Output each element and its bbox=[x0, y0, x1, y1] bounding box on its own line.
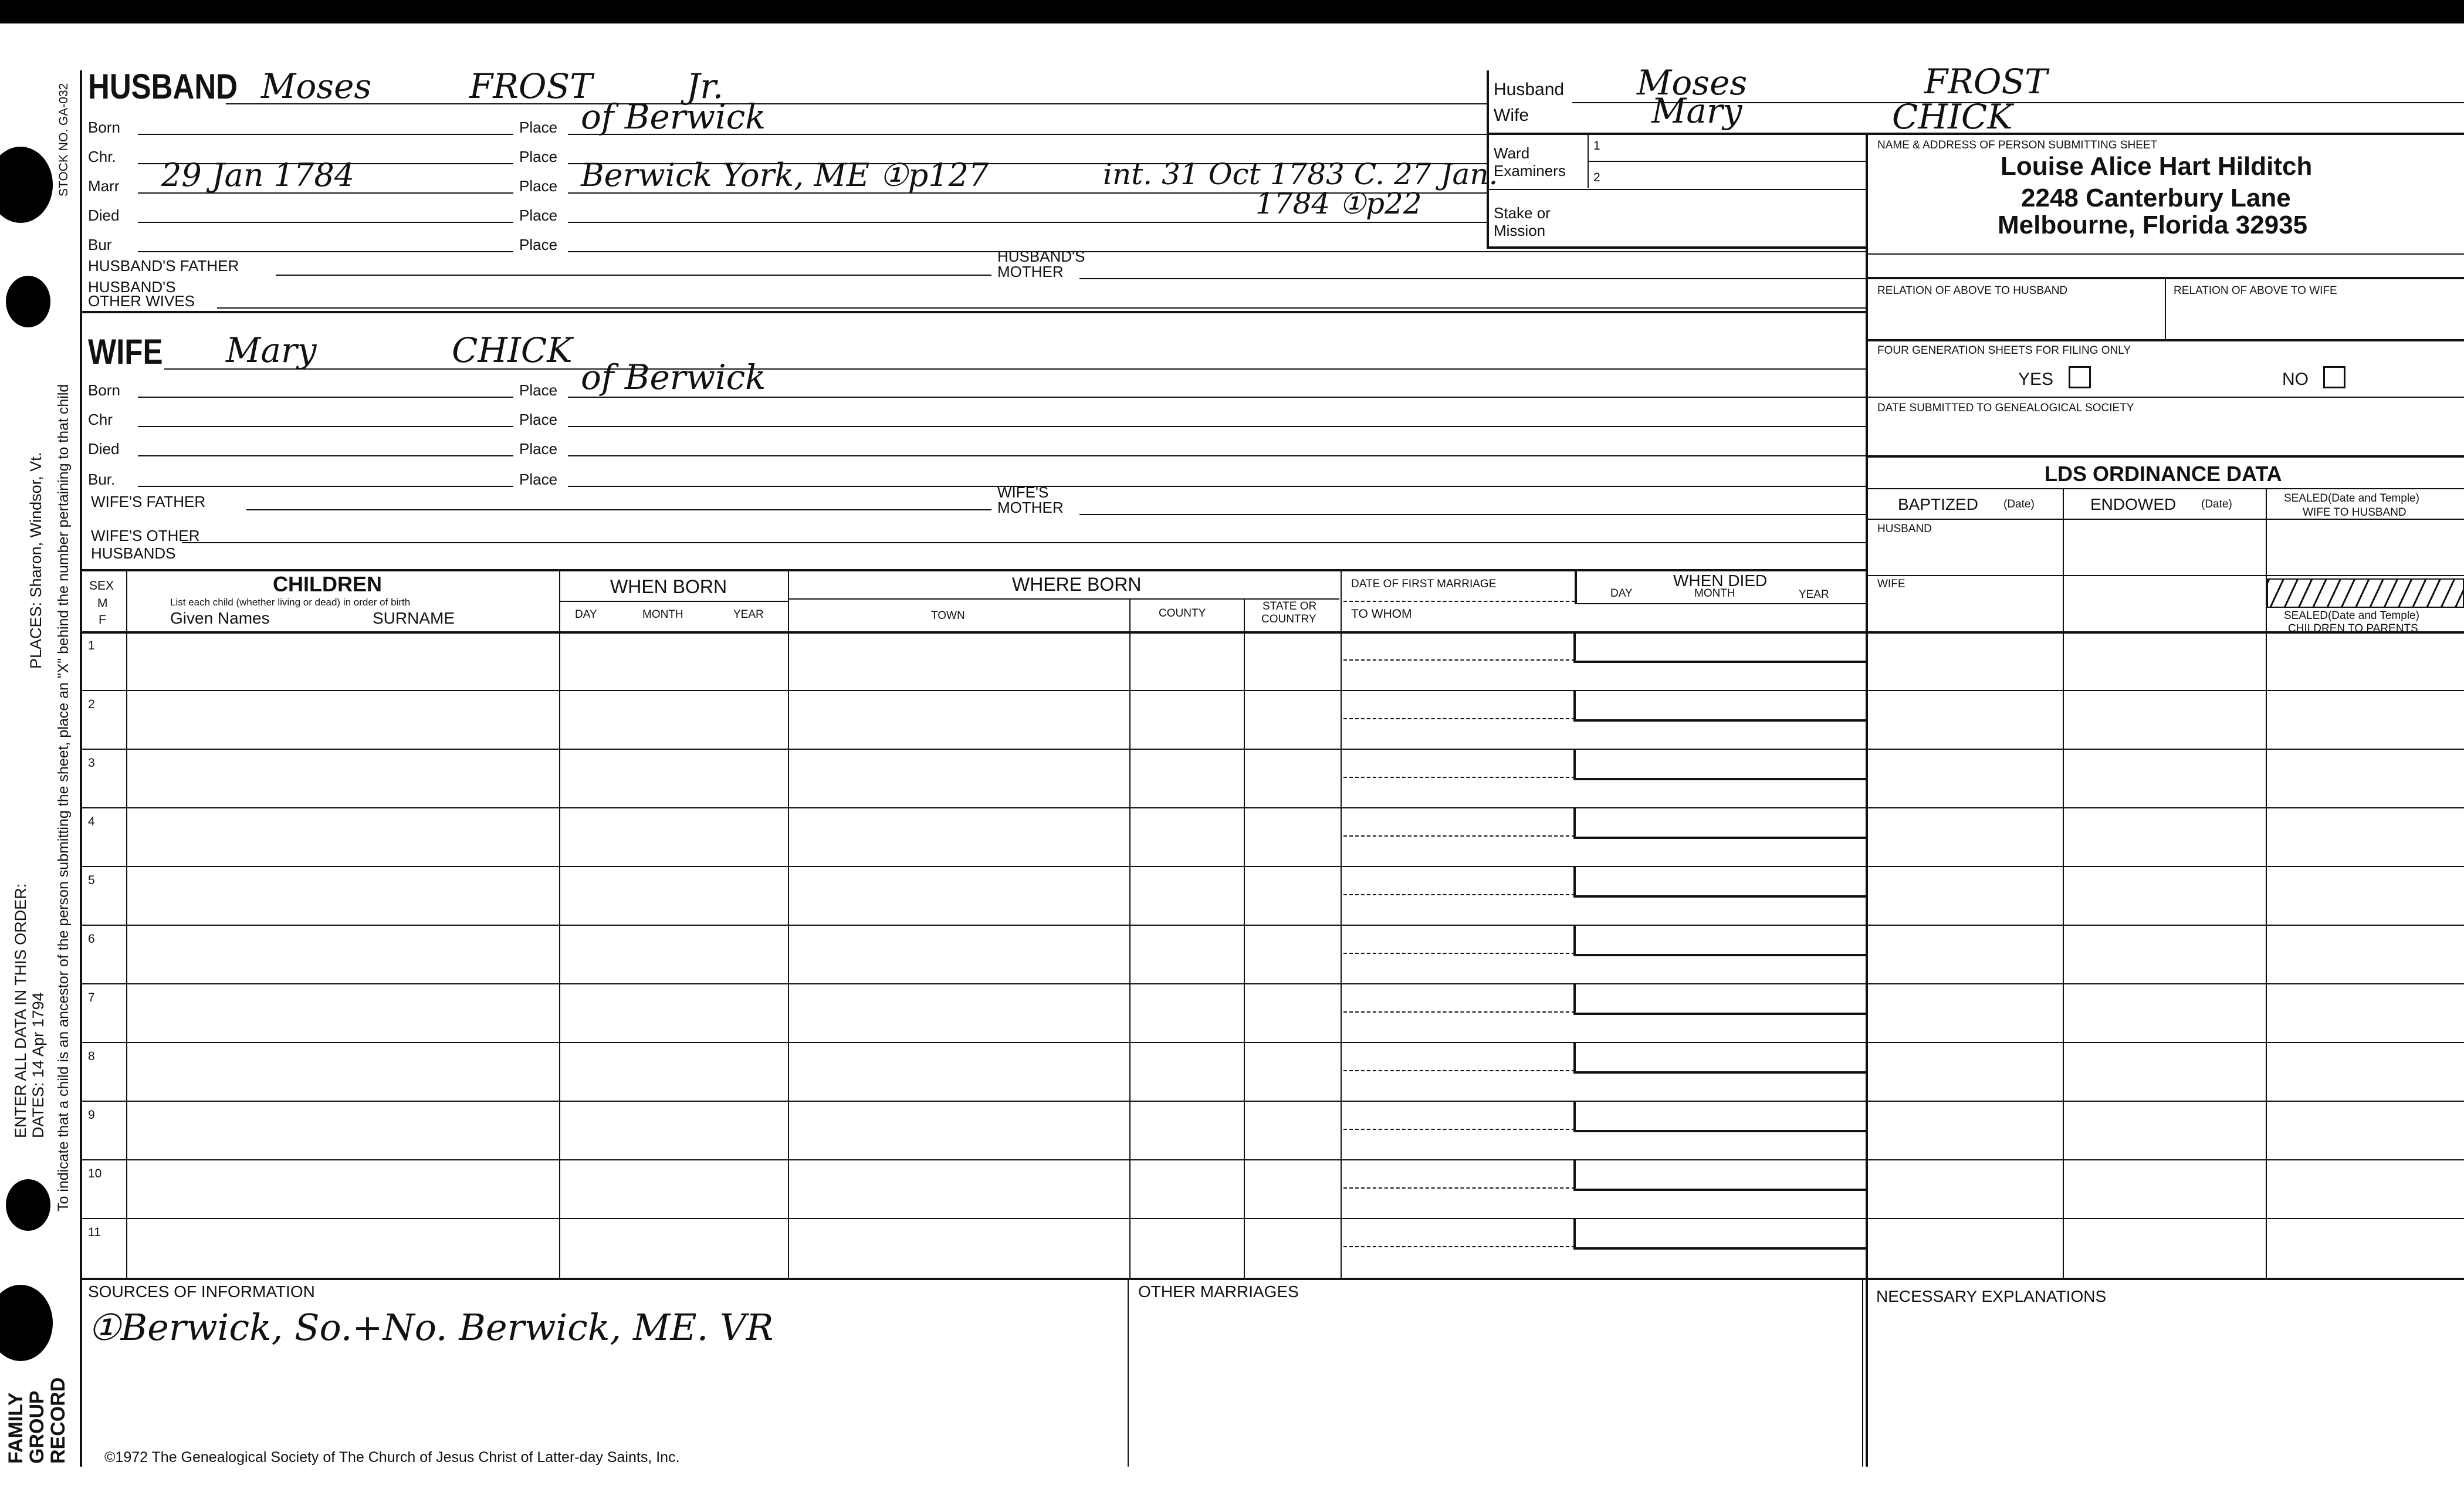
wife-given-name: Mary bbox=[226, 330, 317, 370]
husband-bur-label: Bur bbox=[88, 236, 112, 253]
baptized-date-tag: (Date) bbox=[2003, 498, 2035, 510]
stock-number: STOCK NO. GA-032 bbox=[57, 83, 70, 197]
dates-order-label: DATES: 14 Apr 1794 bbox=[29, 992, 47, 1138]
child-row-number: 4 bbox=[88, 815, 95, 828]
husband-bur-place-label: Place bbox=[519, 236, 558, 253]
child-marriage-dash bbox=[1343, 1246, 1575, 1247]
baptized-label: BAPTIZED bbox=[1898, 495, 1978, 513]
wife-surname: CHICK bbox=[452, 330, 573, 370]
state-label-1: STATE OR bbox=[1263, 600, 1317, 612]
marriage-intention-line-2: 1784 ①p22 bbox=[1255, 187, 1422, 221]
examiners-label: Examiners bbox=[1494, 162, 1566, 180]
punch-hole bbox=[0, 147, 53, 223]
when-born-label: WHEN BORN bbox=[610, 576, 727, 597]
form-title-group: GROUP bbox=[26, 1390, 48, 1464]
endowed-date-tag: (Date) bbox=[2201, 498, 2232, 510]
state-label-2: COUNTRY bbox=[1261, 613, 1316, 625]
child-died-box-bottom bbox=[1573, 778, 1866, 780]
to-whom-label: TO WHOM bbox=[1351, 607, 1412, 621]
submitter-name: Louise Alice Hart Hilditch bbox=[2001, 152, 2313, 181]
frame-left bbox=[80, 70, 82, 1467]
child-died-box-bottom bbox=[1573, 1013, 1866, 1015]
when-died-label: WHEN DIED bbox=[1673, 571, 1768, 590]
other-marriages-label: OTHER MARRIAGES bbox=[1138, 1282, 1299, 1301]
wife-died-place-line bbox=[568, 455, 1866, 456]
child-row-number: 7 bbox=[88, 991, 95, 1004]
sealed-children-label-1: SEALED(Date and Temple) bbox=[2284, 610, 2419, 622]
wifes-father-line bbox=[246, 509, 991, 510]
lds-ordinance-title: LDS ORDINANCE DATA bbox=[2045, 462, 2282, 486]
col-when-born bbox=[788, 569, 789, 1279]
child-died-box-bottom bbox=[1573, 954, 1866, 956]
ward-label: Ward bbox=[1494, 144, 1530, 162]
punch-hole bbox=[0, 1285, 53, 1361]
lds-husband-label: HUSBAND bbox=[1877, 523, 1932, 535]
husband-chr-label: Chr. bbox=[88, 148, 116, 165]
husband-section-bottom bbox=[80, 311, 1867, 313]
wife-born-label: Born bbox=[88, 381, 120, 399]
child-marriage-dash bbox=[1343, 953, 1575, 954]
child-row-number: 10 bbox=[88, 1167, 102, 1180]
date-submitted-label: DATE SUBMITTED TO GENEALOGICAL SOCIETY bbox=[1877, 402, 2134, 414]
sources-label: SOURCES OF INFORMATION bbox=[88, 1282, 315, 1301]
husbands-mother-line bbox=[1079, 278, 1866, 279]
husband-bur-place-line bbox=[568, 251, 1866, 252]
scan-top-border bbox=[0, 0, 2464, 23]
wife-born-place: of Berwick bbox=[581, 357, 766, 397]
child-marriage-dash bbox=[1343, 659, 1575, 661]
id-wife-given: Mary bbox=[1651, 91, 1742, 131]
children-title: CHILDREN bbox=[273, 572, 382, 596]
child-row-number: 9 bbox=[88, 1108, 95, 1122]
child-died-box-left bbox=[1573, 1219, 1576, 1248]
child-row-divider bbox=[80, 1218, 2464, 1219]
husband-born-place-label: Place bbox=[519, 119, 558, 136]
sealed-wife-label-2: WIFE TO HUSBAND bbox=[2303, 506, 2407, 519]
died-month-label: MONTH bbox=[1694, 587, 1735, 600]
husbands-father-line bbox=[276, 275, 991, 276]
wife-died-label: Died bbox=[88, 440, 120, 458]
child-row-divider bbox=[80, 1159, 2464, 1160]
endowed-label: ENDOWED bbox=[2090, 495, 2177, 513]
wifes-other-husbands-label-1: WIFE'S OTHER bbox=[91, 527, 200, 544]
when-died-box-left bbox=[1575, 569, 1577, 604]
died-year-label: YEAR bbox=[1799, 588, 1829, 601]
frame-middle-2 bbox=[1862, 1279, 1863, 1467]
wife-died-place-label: Place bbox=[519, 440, 558, 458]
stake-label: Stake or bbox=[1494, 204, 1551, 222]
child-died-box-left bbox=[1573, 867, 1576, 896]
child-died-box-left bbox=[1573, 926, 1576, 955]
marriage-intention: int. 31 Oct 1783 C. 27 Jan. bbox=[1103, 157, 1498, 191]
husbands-mother-label-2: MOTHER bbox=[997, 263, 1064, 280]
enter-data-order-label: ENTER ALL DATA IN THIS ORDER: bbox=[12, 883, 29, 1138]
wife-bur-place-line bbox=[568, 486, 1866, 487]
frame-middle bbox=[1866, 134, 1868, 1467]
child-row-divider bbox=[80, 1101, 2464, 1102]
husband-marr-place-label: Place bbox=[519, 177, 558, 195]
husband-died-label: Died bbox=[88, 207, 120, 224]
four-generation-bottom bbox=[1867, 397, 2464, 398]
husband-marr-label: Marr bbox=[88, 177, 120, 195]
child-died-box-bottom bbox=[1573, 1247, 1866, 1250]
copyright-notice: ©1972 The Genealogical Society of The Church of Jesus Christ of Latter-day Saints, Inc. bbox=[104, 1449, 680, 1465]
col-names bbox=[559, 569, 560, 1279]
child-died-box-left bbox=[1573, 1102, 1576, 1131]
lds-husband-bottom bbox=[1867, 575, 2464, 576]
relation-divider bbox=[2165, 278, 2166, 340]
husband-given-name: Moses bbox=[261, 66, 372, 106]
born-year-label: YEAR bbox=[733, 608, 764, 621]
id-wife-label: Wife bbox=[1494, 106, 1529, 125]
child-died-box-left bbox=[1573, 632, 1576, 662]
child-row-number: 5 bbox=[88, 874, 95, 887]
sex-m-label: M bbox=[97, 597, 108, 610]
born-day-label: DAY bbox=[575, 608, 597, 621]
relation-wife-label: RELATION OF ABOVE TO WIFE bbox=[2174, 285, 2337, 297]
child-row-number: 2 bbox=[88, 698, 95, 711]
marriage-date: 29 Jan 1784 bbox=[161, 157, 355, 194]
sealed-children-label-2: CHILDREN TO PARENTS bbox=[2288, 622, 2418, 635]
children-table-bottom bbox=[80, 1278, 2464, 1280]
husband-born-line bbox=[138, 134, 513, 135]
submitter-street: 2248 Canterbury Lane bbox=[2021, 184, 2291, 212]
wife-bur-place-label: Place bbox=[519, 471, 558, 488]
submitter-line bbox=[1867, 253, 2464, 255]
child-row-number: 8 bbox=[88, 1050, 95, 1063]
child-marriage-dash bbox=[1343, 1070, 1575, 1071]
date-submitted-bottom bbox=[1867, 455, 2464, 458]
wifes-mother-label-2: MOTHER bbox=[997, 499, 1064, 516]
given-names-label: Given Names bbox=[170, 609, 270, 627]
child-row-number: 11 bbox=[88, 1226, 101, 1239]
husbands-other-wives-label-2: OTHER WIVES bbox=[88, 292, 195, 310]
col-sex bbox=[126, 569, 127, 1279]
wifes-mother-line bbox=[1079, 514, 1866, 515]
wife-chr-place-line bbox=[568, 426, 1866, 427]
child-row-divider bbox=[80, 925, 2464, 926]
lds-wife-label: WIFE bbox=[1877, 578, 1905, 590]
wife-bur-line bbox=[138, 486, 513, 487]
child-row-divider bbox=[80, 1042, 2464, 1043]
children-header-bottom bbox=[80, 631, 2464, 634]
husband-surname: FROST bbox=[469, 66, 593, 106]
husband-died-line bbox=[138, 222, 513, 223]
child-died-box-bottom bbox=[1573, 1189, 1866, 1191]
wife-died-line bbox=[138, 455, 513, 456]
bottom-divider bbox=[1128, 1279, 1129, 1467]
child-marriage-dash bbox=[1343, 835, 1575, 837]
wife-bur-label: Bur. bbox=[88, 471, 116, 488]
wife-chr-line bbox=[138, 426, 513, 427]
submitter-label: NAME & ADDRESS OF PERSON SUBMITTING SHEET bbox=[1877, 139, 2158, 151]
wifes-father-label: WIFE'S FATHER bbox=[91, 493, 206, 510]
husbands-other-wives-label-1: HUSBAND'S bbox=[88, 278, 176, 296]
child-marriage-dash bbox=[1343, 718, 1575, 719]
child-died-box-left bbox=[1573, 750, 1576, 779]
husband-died-place-line bbox=[568, 222, 1487, 223]
mission-label: Mission bbox=[1494, 222, 1546, 239]
submitter-city: Melbourne, Florida 32935 bbox=[1998, 211, 2308, 239]
col-state bbox=[1341, 569, 1342, 1279]
when-died-box-bottom bbox=[1575, 603, 1866, 604]
marriage-place: Berwick York, ME ①p127 bbox=[581, 157, 989, 194]
wife-born-place-label: Place bbox=[519, 381, 558, 399]
places-order-label: PLACES: Sharon, Windsor, Vt. bbox=[27, 452, 45, 669]
wifes-other-husbands-line bbox=[182, 542, 1866, 543]
sealed-wife-label-1: SEALED(Date and Temple) bbox=[2284, 492, 2419, 505]
child-row-number: 1 bbox=[88, 639, 95, 652]
husband-chr-place-label: Place bbox=[519, 148, 558, 165]
child-died-box-left bbox=[1573, 1043, 1576, 1072]
id-husband-surname: FROST bbox=[1924, 62, 2047, 101]
wife-heading: WIFE bbox=[88, 332, 163, 371]
lds-title-bottom bbox=[1867, 488, 2464, 489]
wifes-mother-label-1: WIFE'S bbox=[997, 483, 1049, 501]
child-died-box-bottom bbox=[1573, 837, 1866, 839]
no-label: NO bbox=[2282, 370, 2309, 389]
id-husband-label: Husband bbox=[1494, 80, 1565, 99]
husbands-other-wives-line bbox=[217, 307, 1866, 309]
first-marriage-label: DATE OF FIRST MARRIAGE bbox=[1351, 578, 1497, 590]
yes-label: YES bbox=[2018, 370, 2054, 389]
sex-f-label: F bbox=[99, 613, 106, 627]
child-died-box-bottom bbox=[1573, 895, 1866, 898]
child-marriage-dash bbox=[1343, 1187, 1575, 1189]
col-town bbox=[1129, 598, 1131, 1279]
surname-label: SURNAME bbox=[373, 609, 455, 627]
died-day-label: DAY bbox=[1610, 587, 1633, 600]
wifes-other-husbands-label-2: HUSBANDS bbox=[91, 544, 176, 562]
sealed-wife-hatched-cell bbox=[2267, 578, 2464, 608]
child-marriage-dash bbox=[1343, 777, 1575, 778]
child-row-divider bbox=[80, 807, 2464, 808]
id-box-bottom bbox=[1487, 246, 1868, 249]
relation-husband-label: RELATION OF ABOVE TO HUSBAND bbox=[1877, 285, 2068, 297]
husbands-father-label: HUSBAND'S FATHER bbox=[88, 257, 239, 275]
child-died-box-bottom bbox=[1573, 1130, 1866, 1132]
col-county bbox=[1244, 598, 1245, 1279]
four-generation-yes-checkbox[interactable] bbox=[2069, 366, 2091, 388]
child-died-box-left bbox=[1573, 691, 1576, 720]
child-row-divider bbox=[80, 749, 2464, 750]
child-row-number: 3 bbox=[88, 756, 95, 770]
sex-label: SEX bbox=[89, 579, 114, 593]
husbands-mother-label-1: HUSBAND'S bbox=[997, 248, 1085, 265]
child-died-box-left bbox=[1573, 808, 1576, 838]
husband-suffix: Jr. bbox=[686, 66, 724, 106]
punch-hole bbox=[6, 276, 50, 327]
examiner-line-1 bbox=[1588, 161, 1867, 162]
child-row-divider bbox=[80, 690, 2464, 691]
wife-chr-label: Chr bbox=[88, 411, 113, 428]
husband-died-place-label: Place bbox=[519, 207, 558, 224]
town-label: TOWN bbox=[931, 610, 965, 622]
husband-born-place: of Berwick bbox=[581, 97, 766, 137]
child-row-number: 6 bbox=[88, 932, 95, 946]
child-marriage-dash bbox=[1343, 1011, 1575, 1013]
husband-heading: HUSBAND bbox=[88, 67, 238, 106]
examiner-1-label: 1 bbox=[1593, 139, 1600, 153]
county-label: COUNTY bbox=[1159, 607, 1206, 620]
punch-hole bbox=[6, 1179, 50, 1231]
when-born-subheader-line bbox=[559, 601, 788, 602]
necessary-explanations-label: NECESSARY EXPLANATIONS bbox=[1876, 1287, 2107, 1305]
child-died-box-bottom bbox=[1573, 719, 1866, 722]
first-marriage-dash bbox=[1343, 601, 1575, 602]
child-row-divider bbox=[80, 866, 2464, 867]
child-marriage-dash bbox=[1343, 1129, 1575, 1130]
children-instruction: List each child (whether living or dead) in order of birth bbox=[170, 597, 411, 608]
wife-chr-place-label: Place bbox=[519, 411, 558, 428]
form-title-record: RECORD bbox=[47, 1377, 69, 1464]
form-title-family: FAMILY bbox=[5, 1392, 27, 1464]
examiner-2-label: 2 bbox=[1593, 171, 1600, 184]
relation-box-bottom bbox=[1867, 339, 2464, 341]
id-wife-surname: CHICK bbox=[1892, 97, 2013, 137]
children-header-top bbox=[80, 569, 1867, 571]
wife-name-line bbox=[164, 368, 1866, 370]
child-died-box-left bbox=[1573, 984, 1576, 1014]
id-husband-given: Moses bbox=[1637, 63, 1748, 103]
child-died-box-left bbox=[1573, 1160, 1576, 1190]
sources-entry: ①Berwick, So.+No. Berwick, ME. VR bbox=[88, 1306, 774, 1349]
wife-born-line bbox=[138, 397, 513, 398]
examiner-line-2 bbox=[1487, 189, 1867, 190]
where-born-subheader-line bbox=[788, 598, 1339, 600]
husband-name-line bbox=[226, 103, 1487, 104]
husband-bur-line bbox=[138, 251, 513, 252]
four-generation-label: FOUR GENERATION SHEETS FOR FILING ONLY bbox=[1877, 344, 2131, 357]
born-month-label: MONTH bbox=[642, 608, 683, 621]
lds-header-bottom bbox=[1867, 519, 2464, 520]
child-died-box-bottom bbox=[1573, 661, 1866, 663]
four-generation-no-checkbox[interactable] bbox=[2323, 366, 2345, 388]
child-marriage-dash bbox=[1343, 894, 1575, 895]
husband-born-label: Born bbox=[88, 119, 120, 136]
ancestor-instruction: To indicate that a child is an ancestor of the person submitting the sheet, place an "X" behind the number pertaining to that child bbox=[55, 384, 72, 1211]
child-row-divider bbox=[80, 983, 2464, 984]
child-died-box-bottom bbox=[1573, 1071, 1866, 1074]
where-born-label: WHERE BORN bbox=[1012, 574, 1142, 595]
